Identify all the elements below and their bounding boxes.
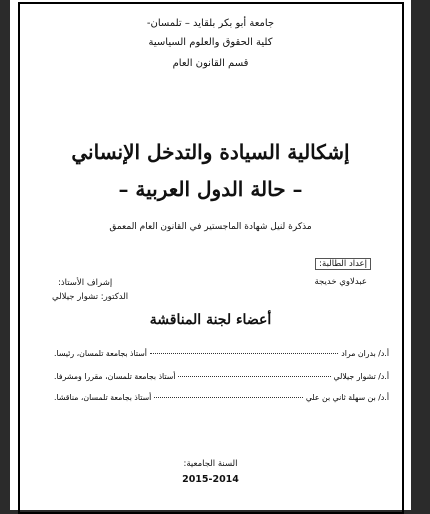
department-name: قسم القانون العام [172,58,249,69]
committee-member [54,372,389,381]
dotted-leader [154,397,303,398]
document-page [10,0,411,510]
member-name: أ.د/ بدران مراد [341,349,389,358]
member-name: أ.د/ تشوار جيلالي [333,372,389,381]
member-role: أستاذ بجامعة تلمسان، مقررا ومشرفا. [54,372,176,381]
university-name: جامعة أبو بكر بلقايد – تلمسان- [146,18,275,29]
committee-heading: أعضاء لجنة المناقشة [149,312,272,328]
member-name: أ.د/ بن سهلة ثاني بن علي [305,393,389,402]
prepared-by-label: إعداد الطالبة: [315,258,371,270]
member-role: أستاذ بجامعة تلمسان، رئيسا. [54,349,147,358]
dotted-leader [150,353,338,354]
degree-statement: مذكرة لنيل شهادة الماجستير في القانون العام المعمق [109,222,312,232]
member-role: أستاذ بجامعة تلمسان، مناقشا. [54,393,152,402]
academic-year-label: السنة الجامعية: [183,459,238,469]
thesis-subtitle-case: – حالة الدول العربية – [118,177,303,201]
academic-year: 2015-2014 [182,474,239,485]
thesis-title: إشكالية السيادة والتدخل الإنساني [71,140,350,164]
supervisor-label: إشراف الأستاذ: [58,278,113,288]
committee-member [54,393,389,402]
dotted-leader [178,376,330,377]
committee-member [54,349,389,358]
faculty-name: كلية الحقوق والعلوم السياسية [148,37,273,48]
supervisor-name: الدكتور: تشوار جيلالي [52,292,129,302]
student-name: عبدلاوي خديجة [314,277,367,287]
